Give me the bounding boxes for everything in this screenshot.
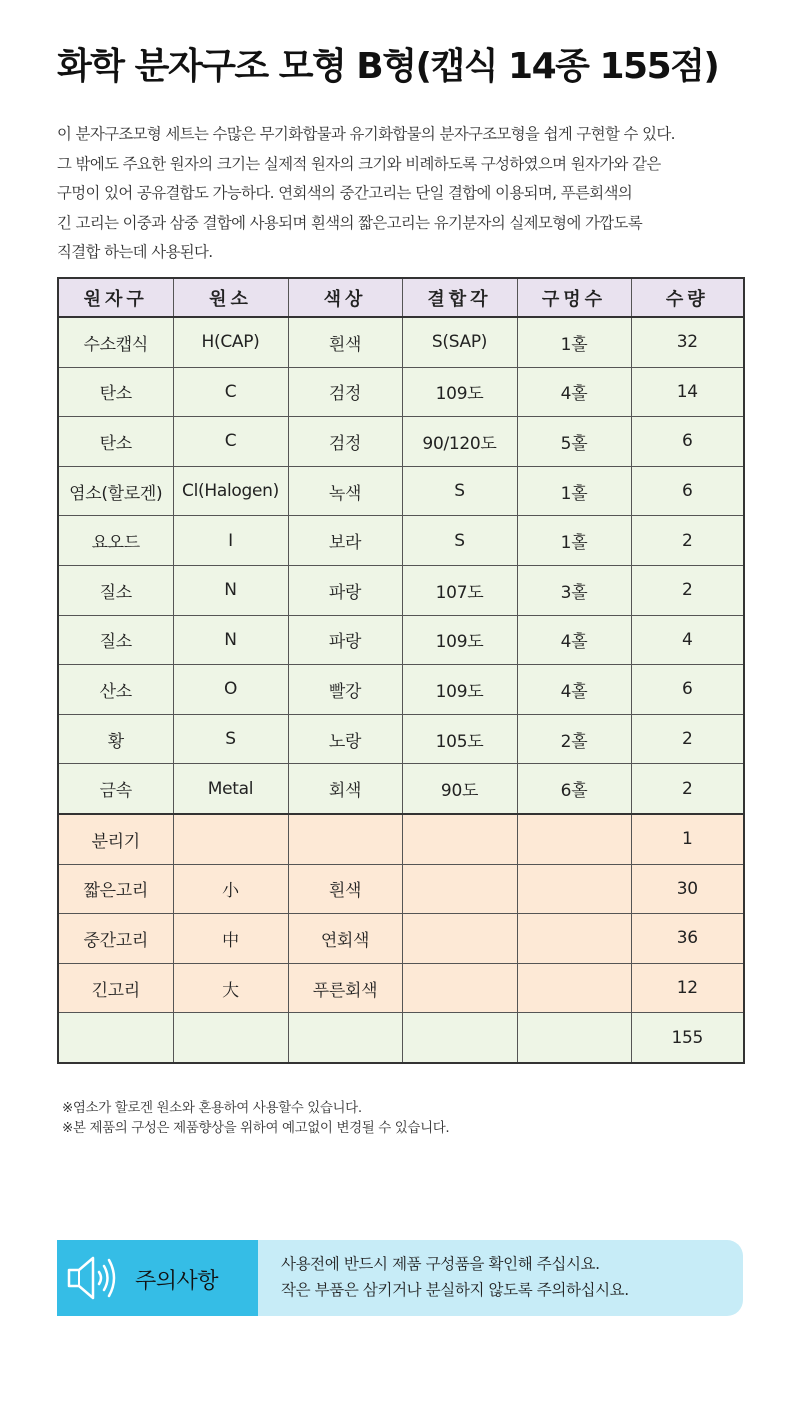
intro-line: 긴 고리는 이중과 삼중 결합에 사용되며 흰색의 짧은고리는 유기분자의 실제모형에 가깝도록 <box>57 213 643 232</box>
table-cell <box>402 864 517 914</box>
table-cell <box>402 914 517 964</box>
table-cell: 노랑 <box>288 714 402 764</box>
table-cell: 1홀 <box>517 466 631 516</box>
caution-line: 작은 부품은 삼키거나 분실하지 않도록 주의하십시요. <box>281 1281 629 1299</box>
table-cell: 3홀 <box>517 565 631 615</box>
table-cell: 검정 <box>288 417 402 467</box>
table-cell: 109도 <box>402 665 517 715</box>
table-row <box>58 565 744 615</box>
table-cell: 4홀 <box>517 367 631 417</box>
total-cell <box>173 1013 288 1063</box>
total-row <box>58 1013 744 1063</box>
table-cell: N <box>173 565 288 615</box>
table-cell: 105도 <box>402 714 517 764</box>
table-cell: 흰색 <box>288 864 402 914</box>
table-row <box>58 864 744 914</box>
intro-line: 직결합 하는데 사용된다. <box>57 243 213 261</box>
table-cell: O <box>173 665 288 715</box>
table-cell <box>517 814 631 864</box>
table-cell: 요오드 <box>58 516 173 566</box>
components-table <box>57 277 745 1064</box>
table-cell: H(CAP) <box>173 317 288 367</box>
table-cell: 중간고리 <box>58 914 173 964</box>
table-cell: 6 <box>631 417 744 467</box>
table-cell: 파랑 <box>288 615 402 665</box>
table-cell: 109도 <box>402 615 517 665</box>
table-cell: Metal <box>173 764 288 814</box>
table-cell: 질소 <box>58 615 173 665</box>
table-cell: 90/120도 <box>402 417 517 467</box>
total-cell <box>402 1013 517 1063</box>
table-cell: 빨강 <box>288 665 402 715</box>
table-row <box>58 914 744 964</box>
table-header-row <box>58 278 744 317</box>
table-cell: 1홀 <box>517 516 631 566</box>
intro-line: 그 밖에도 주요한 원자의 크기는 실제적 원자의 크기와 비례하도록 구성하였으며 원자가와 같은 <box>57 154 661 173</box>
table-cell: 中 <box>173 914 288 964</box>
table-cell: 2 <box>631 714 744 764</box>
column-header: 색상 <box>288 278 402 317</box>
table-cell: 5홀 <box>517 417 631 467</box>
table-cell: 탄소 <box>58 367 173 417</box>
table-row <box>58 963 744 1013</box>
table-cell: S <box>402 466 517 516</box>
speaker-icon <box>65 1252 121 1304</box>
column-header: 원소 <box>173 278 288 317</box>
table-cell <box>402 814 517 864</box>
column-header: 원자구 <box>58 278 173 317</box>
table-cell: 2홀 <box>517 714 631 764</box>
table-row <box>58 417 744 467</box>
table-cell: 회색 <box>288 764 402 814</box>
caution-box <box>57 1240 743 1316</box>
table-cell: 90도 <box>402 764 517 814</box>
table-cell: 염소(할로겐) <box>58 466 173 516</box>
table-cell: 수소캡식 <box>58 317 173 367</box>
table-cell: 4홀 <box>517 665 631 715</box>
total-cell <box>288 1013 402 1063</box>
column-header: 결합각 <box>402 278 517 317</box>
table-cell: 107도 <box>402 565 517 615</box>
table-body <box>58 317 744 1063</box>
table-row <box>58 714 744 764</box>
table-cell: 32 <box>631 317 744 367</box>
table-cell <box>517 963 631 1013</box>
table-cell <box>173 814 288 864</box>
table-cell: 녹색 <box>288 466 402 516</box>
table-cell: N <box>173 615 288 665</box>
table-cell: C <box>173 367 288 417</box>
table-cell: 6홀 <box>517 764 631 814</box>
intro-line: 이 분자구조모형 세트는 수많은 무기화합물과 유기화합물의 분자구조모형을 쉽게 구현할 수 있다. <box>57 125 675 143</box>
table-cell <box>517 914 631 964</box>
table-row <box>58 764 744 814</box>
table-cell: 푸른회색 <box>288 963 402 1013</box>
table-cell: 小 <box>173 864 288 914</box>
note-line: ※본 제품의 구성은 제품향상을 위하여 예고없이 변경될 수 있습니다. <box>62 1120 450 1136</box>
table-cell: Cl(Halogen) <box>173 466 288 516</box>
table-cell: I <box>173 516 288 566</box>
total-cell: 155 <box>631 1013 744 1063</box>
table-cell <box>402 963 517 1013</box>
table-cell: 14 <box>631 367 744 417</box>
table-cell: 2 <box>631 764 744 814</box>
total-cell <box>58 1013 173 1063</box>
column-header: 구멍수 <box>517 278 631 317</box>
table-cell: C <box>173 417 288 467</box>
caution-header <box>57 1240 258 1316</box>
table-row <box>58 615 744 665</box>
table-row <box>58 665 744 715</box>
caution-label: 주의사항 <box>135 1269 219 1294</box>
table-cell: 6 <box>631 665 744 715</box>
table-cell: 연회색 <box>288 914 402 964</box>
table-row <box>58 466 744 516</box>
total-cell <box>517 1013 631 1063</box>
table-cell: 2 <box>631 565 744 615</box>
table-cell: 30 <box>631 864 744 914</box>
table-row <box>58 367 744 417</box>
intro-line: 구멍이 있어 공유결합도 가능하다. 연회색의 중간고리는 단일 결합에 이용되며, 푸른회색의 <box>57 184 633 202</box>
caution-line: 사용전에 반드시 제품 구성품을 확인해 주십시요. <box>281 1255 600 1273</box>
table-row <box>58 317 744 367</box>
table-cell: 6 <box>631 466 744 516</box>
table-cell: 109도 <box>402 367 517 417</box>
table-cell: 大 <box>173 963 288 1013</box>
table-cell: 1홀 <box>517 317 631 367</box>
table-cell: 파랑 <box>288 565 402 615</box>
column-header: 수량 <box>631 278 744 317</box>
page-title: 화학 분자구조 모형 B형(캡식 14종 155점) <box>57 46 719 87</box>
table-cell: 1 <box>631 814 744 864</box>
table-row <box>58 516 744 566</box>
table-row <box>58 814 744 864</box>
caution-text <box>281 1251 731 1303</box>
table-cell <box>517 864 631 914</box>
table-cell: 36 <box>631 914 744 964</box>
table-cell: 황 <box>58 714 173 764</box>
table-cell: 긴고리 <box>58 963 173 1013</box>
table-cell: 4홀 <box>517 615 631 665</box>
intro-paragraph <box>57 120 747 268</box>
table-cell: 12 <box>631 963 744 1013</box>
table-cell: 보라 <box>288 516 402 566</box>
table-cell: S <box>173 714 288 764</box>
note-line: ※염소가 할로겐 원소와 혼용하여 사용할수 있습니다. <box>62 1100 362 1116</box>
table-cell: 검정 <box>288 367 402 417</box>
table-cell: 흰색 <box>288 317 402 367</box>
table-cell: 4 <box>631 615 744 665</box>
table-cell: 분리기 <box>58 814 173 864</box>
table-cell: S <box>402 516 517 566</box>
table-cell: 짧은고리 <box>58 864 173 914</box>
notes <box>62 1098 742 1138</box>
table-cell: 질소 <box>58 565 173 615</box>
table-cell: 2 <box>631 516 744 566</box>
table-cell: 금속 <box>58 764 173 814</box>
table-cell: S(SAP) <box>402 317 517 367</box>
table-cell: 탄소 <box>58 417 173 467</box>
table-cell: 산소 <box>58 665 173 715</box>
table-cell <box>288 814 402 864</box>
